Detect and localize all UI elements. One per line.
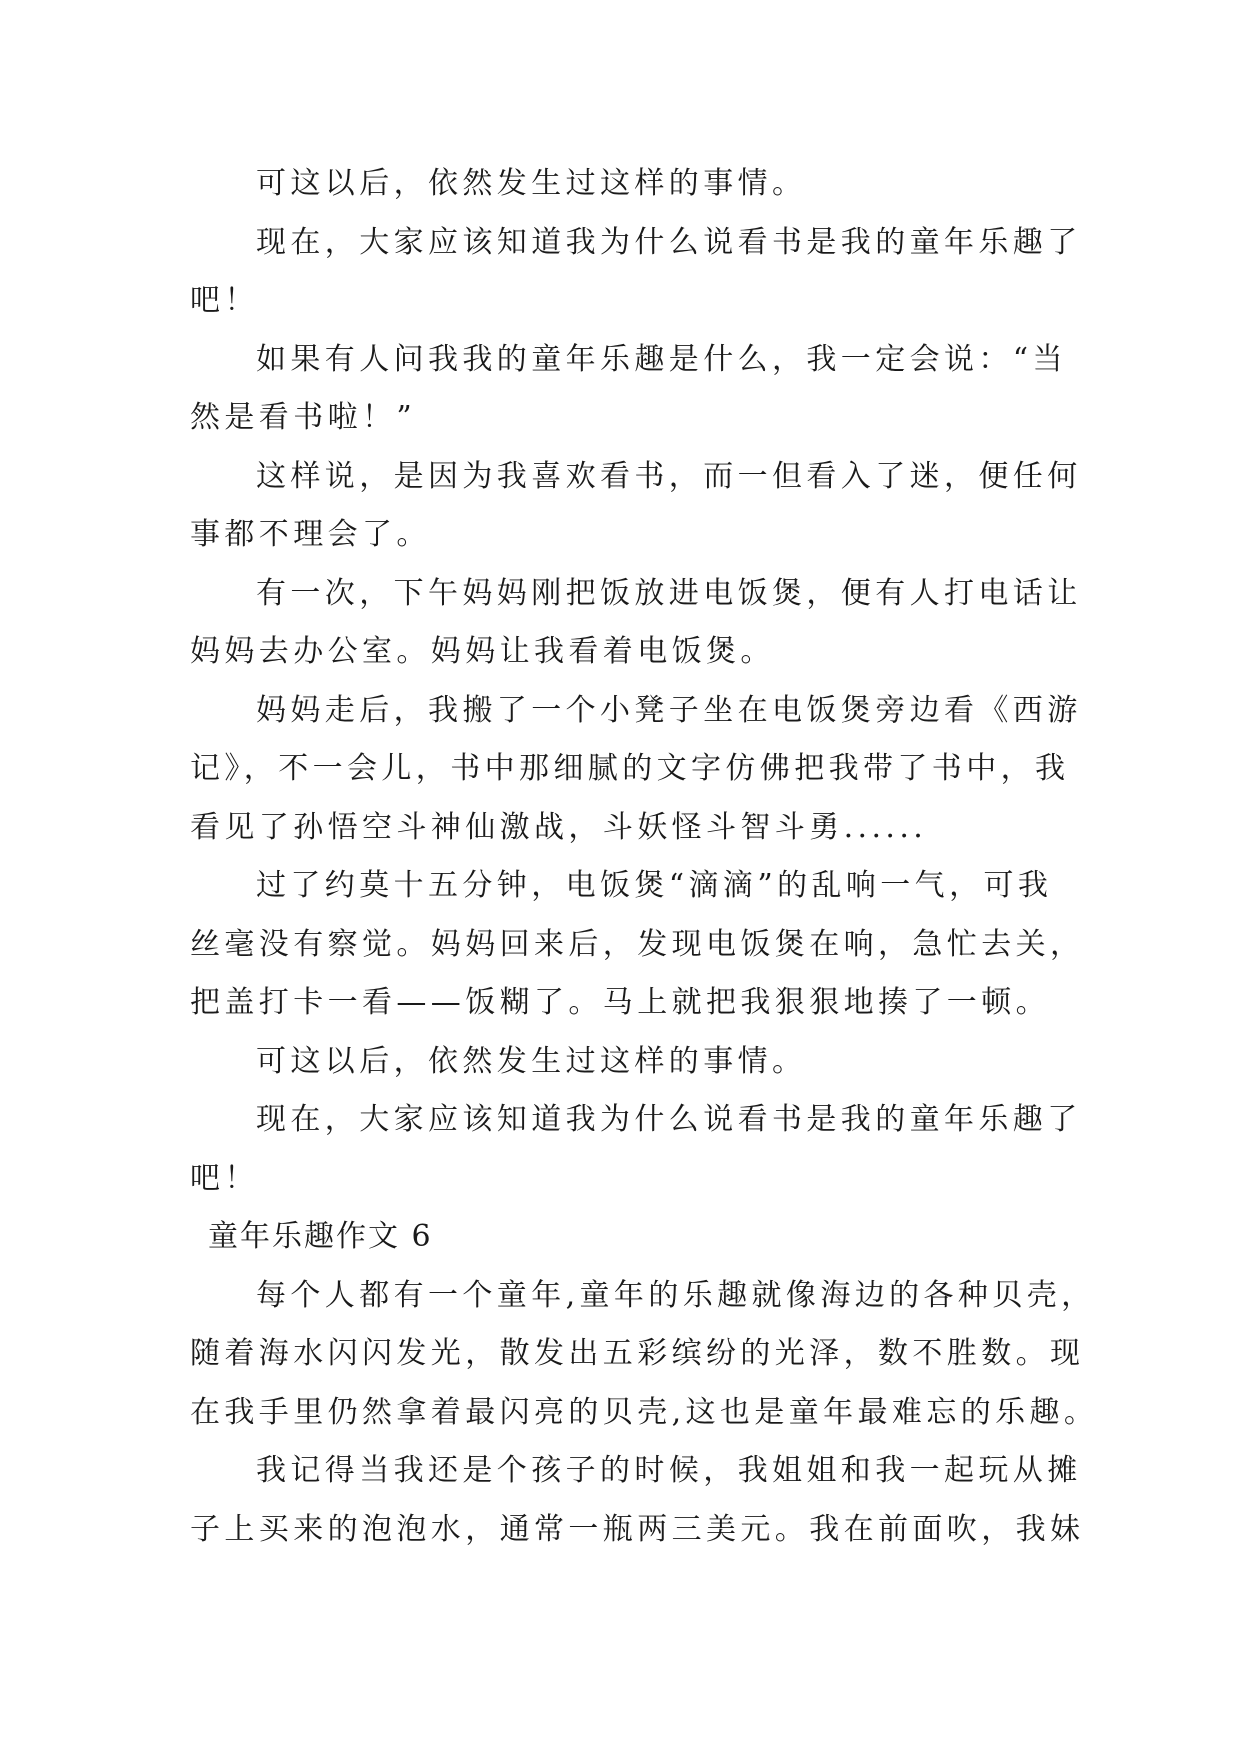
text-line: 现在，大家应该知道我为什么说看书是我的童年乐趣了 <box>256 224 1082 260</box>
text-line: 看见了孙悟空斗神仙激战，斗妖怪斗智斗勇...... <box>190 809 928 845</box>
text-line: 可这以后，依然发生过这样的事情。 <box>256 1043 807 1079</box>
document-body <box>190 155 1099 1559</box>
text-line: 随着海水闪闪发光，散发出五彩缤纷的光泽，数不胜数。现 <box>190 1336 1085 1371</box>
text-line: 子上买来的泡泡水，通常一瓶两三美元。我在前面吹，我妹 <box>190 1511 1085 1547</box>
text-line: 丝毫没有察觉。妈妈回来后，发现电饭煲在响，急忙去关， <box>190 926 1085 962</box>
text-line: 然是看书啦！” <box>190 400 417 435</box>
text-line: 可这以后，依然发生过这样的事情。 <box>256 166 807 201</box>
text-line: 现在，大家应该知道我为什么说看书是我的童年乐趣了 <box>256 1102 1082 1137</box>
text-line: 有一次，下午妈妈刚把饭放进电饭煲，便有人打电话让 <box>256 575 1082 611</box>
text-line: 把盖打卡一看——饭糊了。马上就把我狠狠地揍了一顿。 <box>190 985 1050 1020</box>
text-line: 在我手里仍然拿着最闪亮的贝壳,这也是童年最难忘的乐趣。 <box>190 1394 1099 1430</box>
text-line: 这样说，是因为我喜欢看书，而一但看入了迷，便任何 <box>256 458 1082 494</box>
text-line: 如果有人问我我的童年乐趣是什么，我一定会说：“当 <box>256 341 1067 377</box>
text-line: 吧！ <box>190 1160 259 1196</box>
text-line: 我记得当我还是个孩子的时候，我姐姐和我一起玩从摊 <box>256 1453 1082 1488</box>
text-line: 吧！ <box>190 283 259 318</box>
text-line: 事都不理会了。 <box>190 517 431 552</box>
text-line: 记》，不一会儿，书中那细腻的文字仿佛把我带了书中，我 <box>190 751 1070 786</box>
text-line: 妈妈去办公室。妈妈让我看着电饭煲。 <box>190 634 775 669</box>
section-heading: 童年乐趣作文 6 <box>208 1219 433 1254</box>
text-line: 过了约莫十五分钟，电饭煲“滴滴”的乱响一气，可我 <box>256 868 1053 903</box>
text-line: 每个人都有一个童年,童年的乐趣就像海边的各种贝壳， <box>256 1277 1096 1313</box>
text-line: 妈妈走后，我搬了一个小凳子坐在电饭煲旁边看《西游 <box>256 692 1082 728</box>
